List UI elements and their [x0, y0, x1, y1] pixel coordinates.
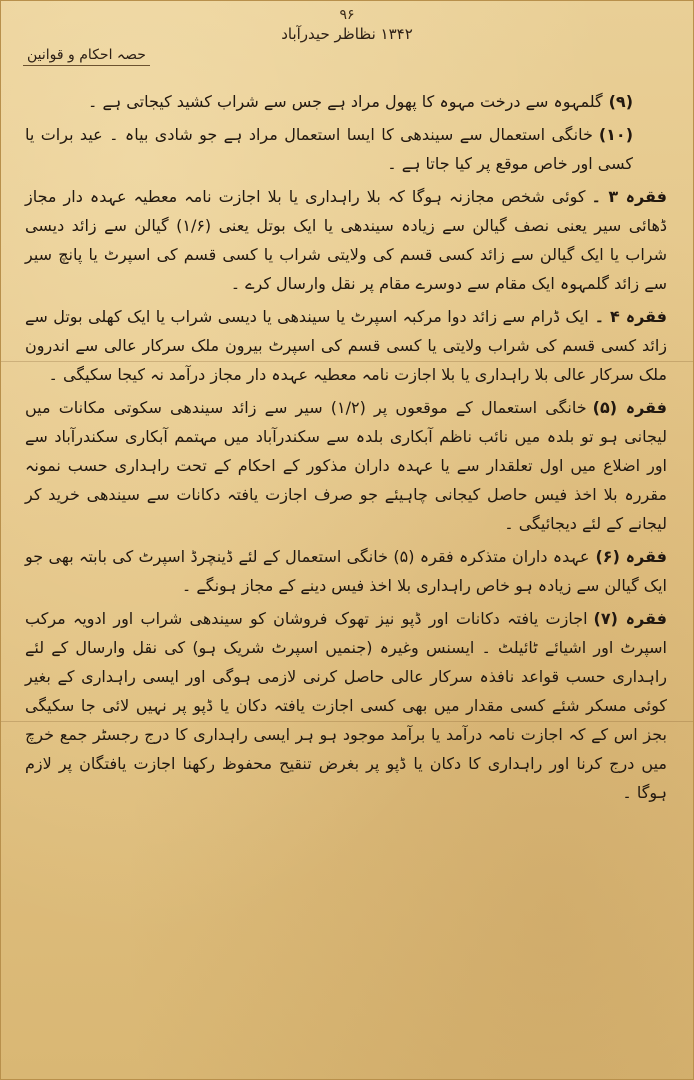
paragraph — [25, 302, 667, 389]
paragraph-text: اجازت یافتہ دکانات اور ڈپو نیز تھوک فروشان کو سیندھی شراب اور ادویہ مرکب اسپرٹ اور اشیائے ٹائیلٹ ۔ ایسنس وغیرہ (جنمیں اسپرٹ شریک ہو) کی نقل وارسال کے لئے راہداری حسب قواعد نافذہ سرکار عالی حاصل کرنی لازمی ہوگی اور ایسی راہداری کے بغیر کوئی مسکر شئے کسی مقدار میں بھی کسی اجازت یافتہ دکان یا ڈپو پر نہیں لائی جا سکیگی بجز اس کے کہ اجازت نامہ درآمد یا برآمد موجود ہو ہر ایسی راہداری کا درج رجسٹر جمع خرچ میں درج کرنا اور راہداری کا دکان یا ڈپو پر بغرض تنقیح محفوظ رکھنا اجازت یافتگان پر لازم ہوگا ۔ — [25, 609, 667, 802]
paragraph-label: فقرہ (۵) — [592, 398, 668, 417]
section-tag: حصہ احکام و قوانین — [23, 47, 150, 66]
running-title: ۱۳۴۲ نظاظر حیدرآباد — [281, 25, 413, 43]
paragraph-text: خانگی استعمال کے موقعوں پر (۱/۲) سیر سے زائد سیندھی سکوتی مکانات میں لیجانی ہو تو بلدہ میں نائب ناظم آبکاری بلدہ سے سکندرآباد میں مہتمم آبکاری سکندرآباد سے اور اضلاع میں اول تعلقدار سے یا عہدہ داران مذکور کے احکام کے تحت راہداری حسب نمونہ مقررہ بلا اخذ فیس حاصل کیجانی چاہیئے جو صرف اجازت یافتہ دکانات سے سیندھی خرید کر لیجانے کے لئے دیجائیگی ۔ — [25, 398, 667, 533]
page-number: ۹۶ — [339, 7, 355, 23]
page-header — [1, 7, 693, 77]
paragraph-text: گلمہوہ سے درخت مہوہ کا پھول مراد ہے جس سے شراب کشید کیجاتی ہے ۔ — [87, 92, 603, 111]
document-body — [25, 87, 667, 1059]
paragraph-label: فقرہ ۳ ۔ — [591, 187, 667, 206]
paragraph-text: ایک ڈرام سے زائد دوا مرکبہ اسپرٹ یا سیندھی یا دیسی شراب یا ایک کھلی بوتل سے زائد کسی قسم کی شراب ولایتی یا کسی قسم کی اسپرٹ بیرون ملک سرکار عالی سے اندرون ملک سرکار عالی بلا راہداری یا بلا اجازت نامہ معطیہ عہدہ دار مجاز درآمد نہ کیجا سکیگی ۔ — [25, 307, 667, 384]
paragraph — [25, 120, 667, 178]
paragraph-label: فقرہ (۶) — [595, 547, 668, 566]
paragraph — [25, 182, 667, 298]
paragraph — [25, 542, 667, 600]
paragraph — [25, 393, 667, 538]
paragraph-label: فقرہ ۴ ۔ — [594, 307, 668, 326]
paragraph — [25, 87, 667, 116]
paragraph — [25, 604, 667, 807]
paragraph-label: فقرہ (۷) — [593, 609, 667, 628]
paragraph-text: کوئی شخص مجازنہ ہوگا کہ بلا راہداری یا بلا اجازت نامہ معطیہ عہدہ دار مجاز ڈھائی سیر یعنی نصف گیالن سے زیادہ سیندھی یا ایک بوتل یعنی (۱/۶) گیالن سے زائد دیسی شراب یا ایک گیالن سے زائد کسی قسم کی ولایتی شراب یا کسی قسم کی اسپرٹ یا پانچ سیر سے زائد گلمہوہ ایک مقام سے دوسرے مقام پر نقل وارسال کرے ۔ — [25, 187, 667, 293]
paragraph-text: عہدہ داران متذکرہ فقرہ (۵) خانگی استعمال کے لئے ڈینچرڈ اسپرٹ کی بابتہ بھی جو ایک گیالن سے زیادہ ہو خاص راہداری بلا اخذ فیس دینے کے مجاز ہونگے ۔ — [25, 547, 667, 595]
paragraph-text: خانگی استعمال سے سیندھی کا ایسا استعمال مراد ہے جو شادی بیاہ ۔ عید برات یا کسی اور خاص موقع پر کیا جاتا ہے ۔ — [25, 125, 633, 173]
paragraph-label: (۱۰) — [598, 125, 633, 144]
paragraph-label: (۹) — [608, 92, 633, 111]
